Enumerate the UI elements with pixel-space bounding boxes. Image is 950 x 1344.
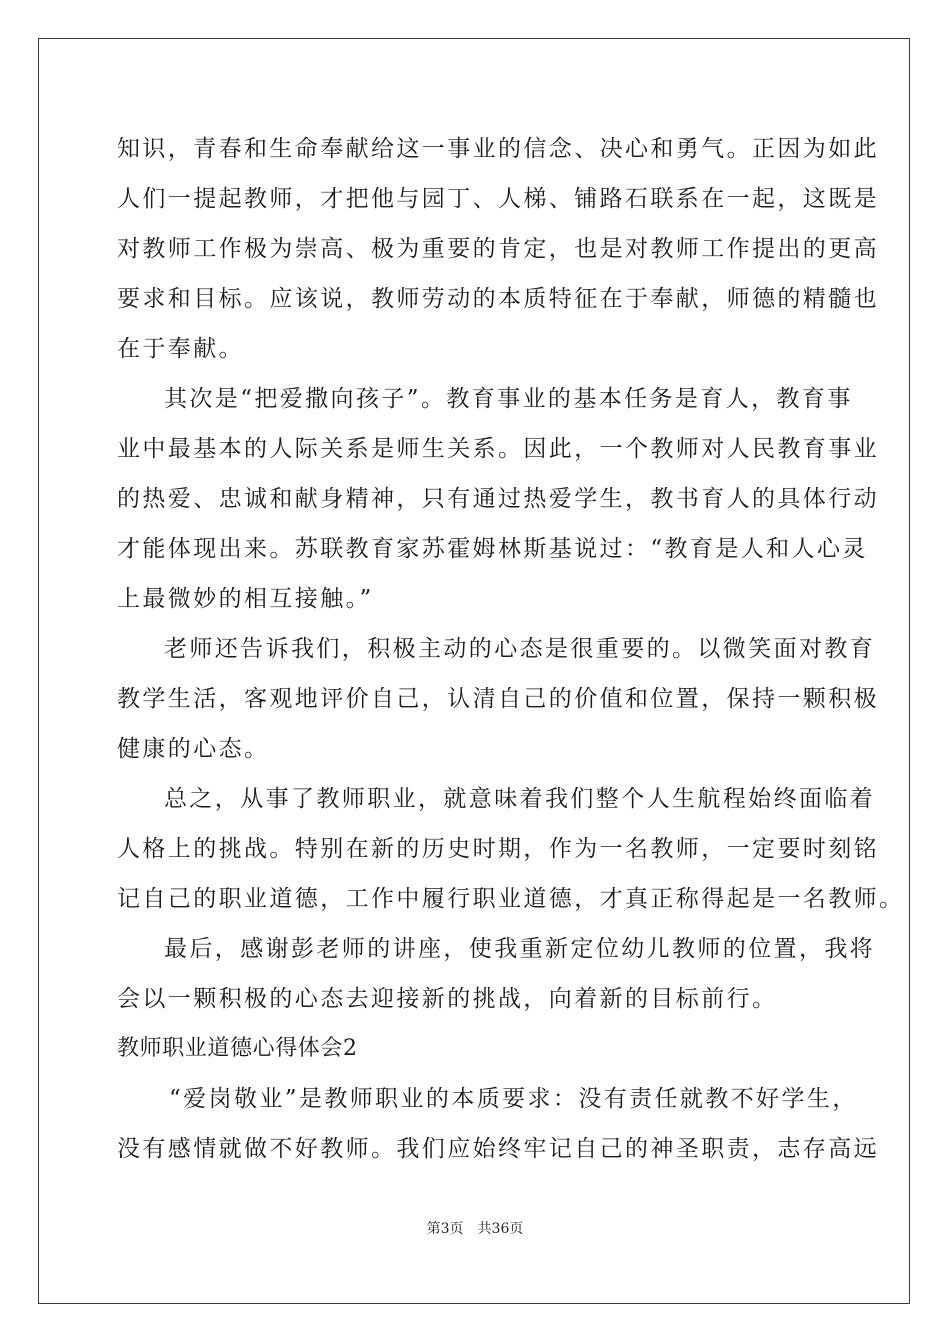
- text-line: 上最微妙的相互接触。”: [117, 586, 374, 612]
- text-line: 人们一提起教师，才把他与园丁、人梯、铺路石联系在一起，这既是: [117, 186, 879, 212]
- text-line: 老师还告诉我们，积极主动的心态是很重要的。以微笑面对教育: [164, 636, 876, 662]
- text-line: 其次是“把爱撒向孩子”。教育事业的基本任务是育人，教育事: [164, 386, 853, 412]
- text-line: 对教师工作极为崇高、极为重要的肯定，也是对教师工作提出的更高: [117, 236, 879, 262]
- document-body: [117, 124, 905, 1174]
- text-line: 没有感情就做不好教师。我们应始终牢记自己的神圣职责，志存高远: [117, 1136, 879, 1162]
- text-line: 会以一颗积极的心态去迎接新的挑战，向着新的目标前行。: [117, 986, 778, 1012]
- page-total: 共36页: [477, 1221, 524, 1237]
- section-paragraphs: [117, 1074, 879, 1174]
- text-line: 知识，青春和生命奉献给这一事业的信念、决心和勇气。正因为如此: [117, 136, 879, 162]
- body-paragraphs: [117, 124, 905, 1024]
- text-line: 总之，从事了教师职业，就意味着我们整个人生航程始终面临着: [164, 786, 876, 812]
- page-footer: [0, 1218, 950, 1238]
- text-line: 人格上的挑战。特别在新的历史时期，作为一名教师，一定要时刻铭: [117, 836, 879, 862]
- text-line: 才能体现出来。苏联教育家苏霍姆林斯基说过：“教育是人和人心灵: [117, 536, 868, 562]
- text-line: 最后，感谢彭老师的讲座，使我重新定位幼儿教师的位置，我将: [164, 936, 876, 962]
- page-number: 第3页: [426, 1221, 464, 1237]
- text-line: 健康的心态。: [117, 736, 270, 762]
- text-line: “爱岗敬业”是教师职业的本质要求：没有责任就教不好学生，: [169, 1086, 858, 1112]
- text-line: 业中最基本的人际关系是师生关系。因此，一个教师对人民教育事业: [117, 436, 879, 462]
- text-line: 要求和目标。应该说，教师劳动的本质特征在于奉献，师德的精髓也: [117, 286, 879, 312]
- text-line: 在于奉献。: [117, 336, 244, 362]
- text-line: 教学生活，客观地评价自己，认清自己的价值和位置，保持一颗积极: [117, 686, 879, 712]
- text-line: 的热爱、忠诚和献身精神，只有通过热爱学生，教书育人的具体行动: [117, 486, 879, 512]
- section-heading: 教师职业道德心得体会2: [117, 1036, 358, 1061]
- text-line: 记自己的职业道德，工作中履行职业道德，才真正称得起是一名教师。: [117, 886, 905, 912]
